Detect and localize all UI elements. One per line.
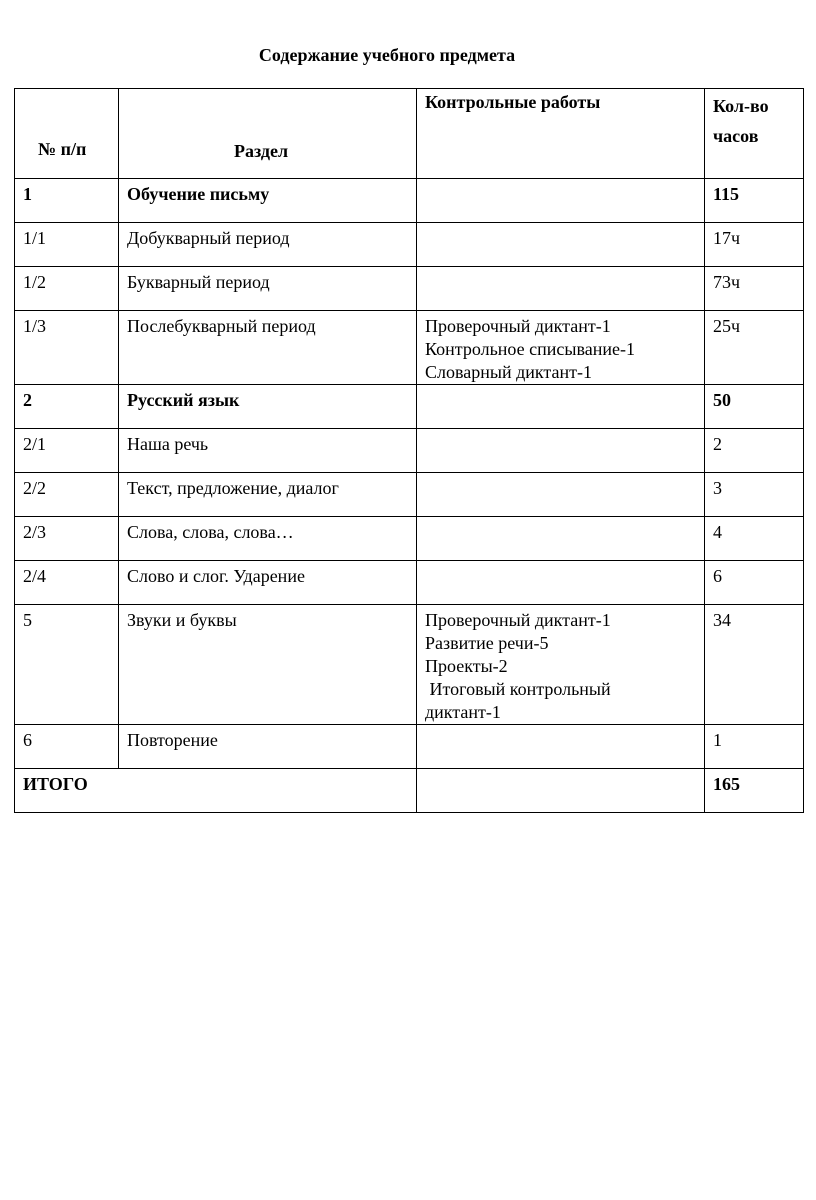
cell-hours: 73ч <box>705 267 804 311</box>
header-hours: Кол-во часов <box>705 89 804 179</box>
cell-number: 2/2 <box>15 473 119 517</box>
table-row <box>15 517 804 561</box>
table-row <box>15 311 804 385</box>
cell-number: 5 <box>15 605 119 725</box>
cell-section: Текст, предложение, диалог <box>119 473 417 517</box>
control-work-item: Контрольное списывание-1 <box>425 339 635 359</box>
control-work-item: диктант-1 <box>425 702 501 722</box>
cell-hours: 115 <box>705 179 804 223</box>
cell-control-works <box>417 473 705 517</box>
total-label: ИТОГО <box>15 769 417 813</box>
cell-section: Слово и слог. Ударение <box>119 561 417 605</box>
cell-control-works <box>417 385 705 429</box>
cell-control-works <box>417 311 705 385</box>
control-work-item: Проверочный диктант-1 <box>425 316 611 336</box>
cell-number: 6 <box>15 725 119 769</box>
page-title: Содержание учебного предмета <box>258 45 516 65</box>
cell-section: Букварный период <box>119 267 417 311</box>
cell-control-works <box>417 267 705 311</box>
header-number: № п/п <box>15 89 119 179</box>
curriculum-table <box>14 88 804 813</box>
cell-control-works <box>417 517 705 561</box>
control-work-item: Проекты-2 <box>425 656 508 676</box>
table-row <box>15 385 804 429</box>
cell-number: 2 <box>15 385 119 429</box>
table-row <box>15 473 804 517</box>
cell-control-works <box>417 179 705 223</box>
control-work-item: Итоговый контрольный <box>425 679 611 699</box>
header-control-works: Контрольные работы <box>417 89 705 179</box>
control-work-item: Развитие речи-5 <box>425 633 549 653</box>
cell-section: Наша речь <box>119 429 417 473</box>
table-body <box>15 89 804 813</box>
cell-control-works <box>417 429 705 473</box>
table-row <box>15 267 804 311</box>
cell-number: 1 <box>15 179 119 223</box>
cell-hours: 4 <box>705 517 804 561</box>
header-section: Раздел <box>119 89 417 179</box>
cell-section: Звуки и буквы <box>119 605 417 725</box>
cell-number: 1/1 <box>15 223 119 267</box>
cell-control-works <box>417 725 705 769</box>
table-row <box>15 429 804 473</box>
cell-section: Русский язык <box>119 385 417 429</box>
cell-section: Обучение письму <box>119 179 417 223</box>
cell-number: 2/1 <box>15 429 119 473</box>
cell-hours: 3 <box>705 473 804 517</box>
cell-control-works <box>417 605 705 725</box>
control-work-item: Проверочный диктант-1 <box>425 610 611 630</box>
table-row <box>15 179 804 223</box>
table-row <box>15 605 804 725</box>
table-row <box>15 561 804 605</box>
cell-hours: 17ч <box>705 223 804 267</box>
cell-hours: 34 <box>705 605 804 725</box>
table-row <box>15 725 804 769</box>
control-work-item: Словарный диктант-1 <box>425 362 592 382</box>
cell-section: Добукварный период <box>119 223 417 267</box>
cell-hours: 50 <box>705 385 804 429</box>
cell-number: 2/4 <box>15 561 119 605</box>
cell-hours: 1 <box>705 725 804 769</box>
cell-number: 2/3 <box>15 517 119 561</box>
cell-section: Слова, слова, слова… <box>119 517 417 561</box>
cell-hours: 2 <box>705 429 804 473</box>
cell-control-works <box>417 561 705 605</box>
cell-hours: 25ч <box>705 311 804 385</box>
total-hours: 165 <box>705 769 804 813</box>
cell-section: Послебукварный период <box>119 311 417 385</box>
cell-number: 1/3 <box>15 311 119 385</box>
table-row <box>15 223 804 267</box>
total-row <box>15 769 804 813</box>
cell-section: Повторение <box>119 725 417 769</box>
total-control-works <box>417 769 705 813</box>
cell-number: 1/2 <box>15 267 119 311</box>
cell-control-works <box>417 223 705 267</box>
header-row <box>15 89 804 179</box>
cell-hours: 6 <box>705 561 804 605</box>
